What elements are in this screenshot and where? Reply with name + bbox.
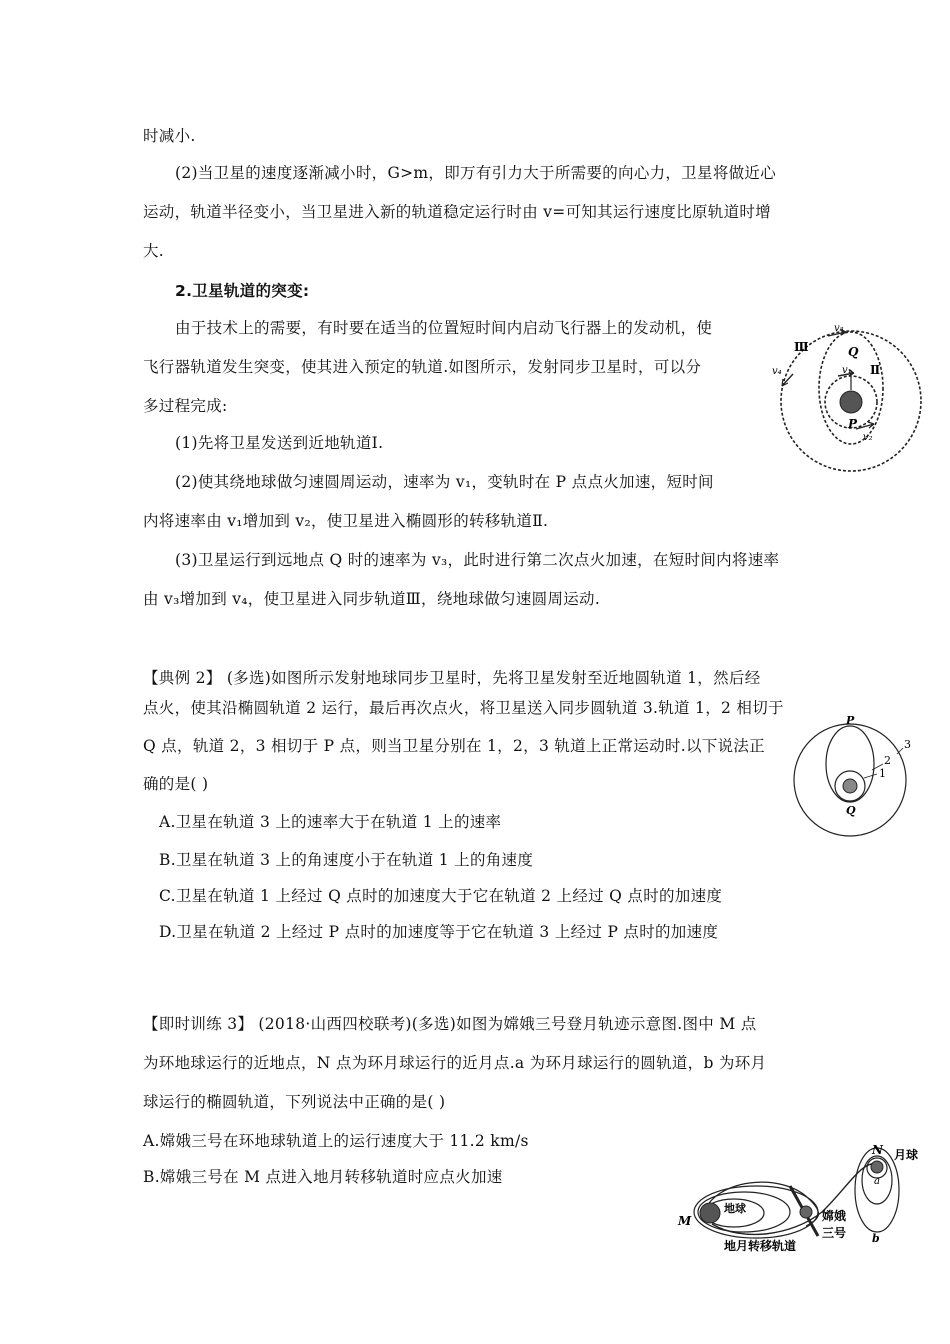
label-transfer-orbit: 地月转移轨道 (724, 1239, 797, 1253)
para-line: 由于技术上的需要，有时要在适当的位置短时间内启动飞行器上的发动机，使 (175, 319, 713, 337)
section-heading: 2.卫星轨道的突变: (175, 282, 310, 300)
earth (843, 779, 857, 793)
label-v3: v₃ (834, 323, 844, 334)
earth (700, 1203, 720, 1223)
training-line: 为环地球运行的近地点，N 点为环月球运行的近月点.a 为环月球运行的圆轨道，b 为环月 (143, 1054, 767, 1072)
label-P: P (848, 417, 858, 431)
label-II: Ⅱ (870, 363, 881, 377)
label-v1: v₁ (842, 365, 852, 376)
para-line: 时减小. (143, 127, 196, 145)
step-line: (2)使其绕地球做匀速圆周运动，速率为 v₁，变轨时在 P 点点火加速，短时间 (175, 473, 714, 491)
label-craft-line1: 嫦娥 (822, 1209, 847, 1223)
label-a: a (874, 1176, 880, 1187)
label-P: P (846, 714, 855, 727)
option-b: B.嫦娥三号在 M 点进入地月转移轨道时应点火加速 (143, 1168, 503, 1186)
para-line: 飞行器轨道发生突变，使其进入预定的轨道.如图所示，发射同步卫星时，可以分 (143, 358, 702, 376)
label-craft-line2: 三号 (822, 1226, 847, 1240)
example-line: 确的是( ) (143, 775, 209, 793)
label-v2: v₂ (863, 432, 873, 443)
earth (840, 391, 862, 413)
label-moon: 月球 (894, 1148, 919, 1162)
label-3: 3 (904, 738, 911, 751)
label-1: 1 (879, 767, 886, 780)
option-d: D.卫星在轨道 2 上经过 P 点时的加速度等于它在轨道 3 上经过 P 点时的加速度 (159, 923, 719, 941)
para-line: 大. (143, 242, 165, 260)
example2-figure (790, 712, 920, 842)
option-a: A.嫦娥三号在环地球轨道上的运行速度大于 11.2 km/s (143, 1132, 529, 1150)
example-line: 点火，使其沿椭圆轨道 2 运行，最后再次点火，将卫星送入同步圆轨道 3.轨道 1，2 相切于 (143, 699, 784, 717)
option-c: C.卫星在轨道 1 上经过 Q 点时的加速度大于它在轨道 2 上经过 Q 点时的加速度 (159, 887, 723, 905)
label-v4: v₄ (772, 366, 782, 377)
label-III: Ⅲ (794, 340, 809, 354)
orbit-transfer-figure (768, 316, 938, 476)
step-line: 内将速率由 v₁增加到 v₂，使卫星进入椭圆形的转移轨道Ⅱ. (143, 512, 549, 530)
step-line: 由 v₃增加到 v₄，使卫星进入同步轨道Ⅲ，绕地球做匀速圆周运动. (143, 590, 601, 608)
example-line: 【典例 2】 (多选)如图所示发射地球同步卫星时，先将卫星发射至近地圆轨道 1，然后经 (143, 669, 761, 687)
change3-trajectory-figure (672, 1140, 932, 1260)
option-a: A.卫星在轨道 3 上的速率大于在轨道 1 上的速率 (159, 813, 502, 831)
moon (871, 1161, 883, 1173)
label-b: b (872, 1232, 880, 1245)
label-2: 2 (884, 754, 891, 767)
label-N: N (872, 1143, 883, 1157)
para-line: 运动，轨道半径变小，当卫星进入新的轨道稳定运行时由 v=可知其运行速度比原轨道时增 (143, 203, 771, 221)
label-earth: 地球 (724, 1202, 746, 1215)
label-Q: Q (848, 345, 859, 359)
spacecraft (800, 1206, 812, 1218)
para-line: 多过程完成: (143, 397, 228, 415)
example-line: Q 点，轨道 2，3 相切于 P 点，则当卫星分别在 1，2，3 轨道上正常运动时.以下说法正 (143, 737, 765, 755)
step-line: (1)先将卫星发送到近地轨道Ⅰ. (175, 434, 384, 452)
training-line: 球运行的椭圆轨道，下列说法中正确的是( ) (143, 1093, 446, 1111)
label-M: M (678, 1214, 692, 1228)
label-Q: Q (846, 804, 856, 817)
training-line: 【即时训练 3】 (2018·山西四校联考)(多选)如图为嫦娥三号登月轨迹示意图.图中 M 点 (143, 1015, 757, 1033)
step-line: (3)卫星运行到远地点 Q 时的速率为 v₃，此时进行第二次点火加速，在短时间内将速率 (175, 551, 780, 569)
option-b: B.卫星在轨道 3 上的角速度小于在轨道 1 上的角速度 (159, 851, 534, 869)
para-line: (2)当卫星的速度逐渐减小时，G>m，即万有引力大于所需要的向心力，卫星将做近心 (175, 164, 777, 182)
